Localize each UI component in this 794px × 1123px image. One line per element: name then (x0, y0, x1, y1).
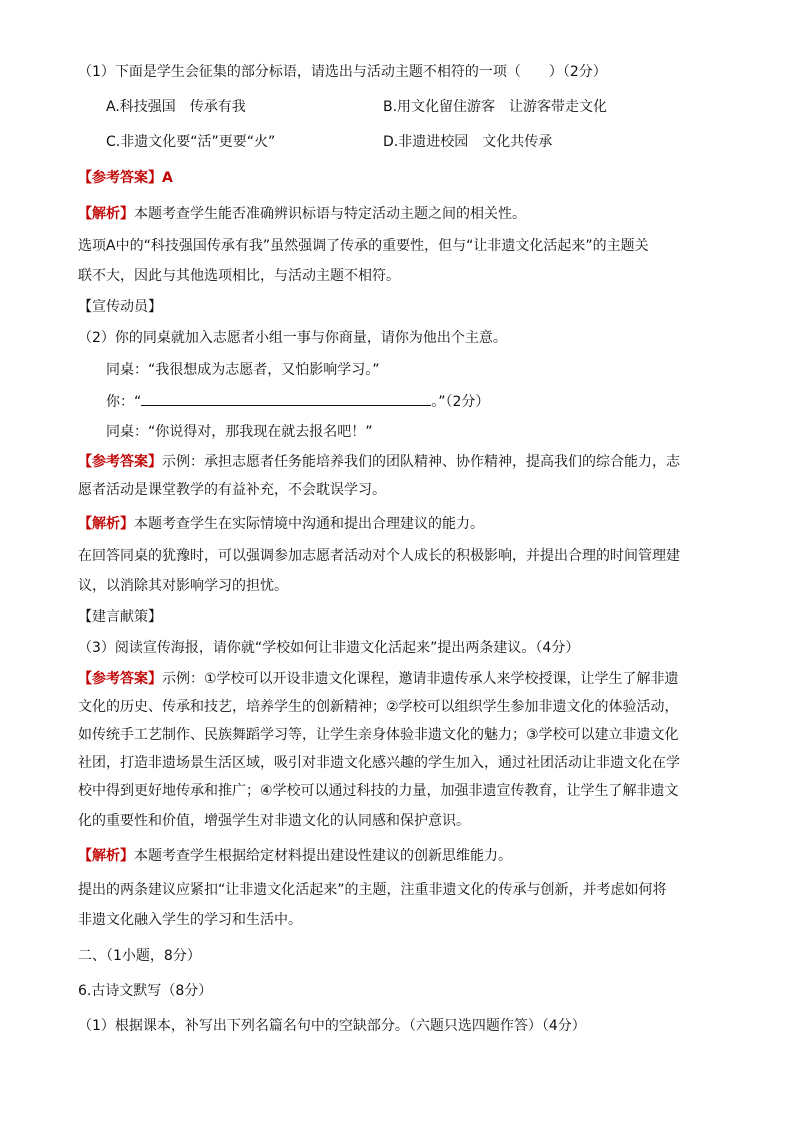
q2-answer-l2: 愿者活动是课堂教学的有益补充，不会耽误学习。 (78, 482, 386, 498)
q2-dialog-you (106, 391, 489, 412)
q3-analysis-p2: 非遗文化融入学生的学习和生活中。 (78, 912, 302, 928)
q3-answer-l4: 社团，打造非遗场景生活区域，吸引对非遗文化感兴趣的学生加入，通过社团活动让非遗文化在学 (78, 755, 680, 771)
q3-answer-l2: 文化的历史、传承和技艺，培养学生的创新精神；②学校可以组织学生参加非遗文化的体验活动， (78, 699, 679, 715)
section-heading-2: 二、（1小题，8分） (78, 948, 201, 964)
q1-stem: （1）下面是学生会征集的部分标语，请选出与活动主题不相符的一项（ ）（2分） (78, 64, 607, 80)
q3-analysis-p1: 提出的两条建议应紧扣“让非遗文化活起来”的主题，注重非遗文化的传承与创新，并考虑如何将 (78, 882, 667, 898)
analysis-text: 本题考查学生在实际情境中沟通和提出合理建议的能力。 (134, 516, 484, 532)
answer-blank[interactable] (141, 391, 431, 406)
q2-stem: （2）你的同桌就加入志愿者小组一事与你商量，请你为他出个主意。 (78, 330, 507, 346)
q2-analysis (78, 514, 484, 534)
dialog-prefix: 你：“ (106, 394, 142, 410)
section-heading-advice: 【建言献策】 (78, 609, 162, 625)
q1-option-c: C.非遗文化要“活”更要“火” (106, 134, 276, 150)
q2-dialog-classmate-1: 同桌：“我很想成为志愿者，又怕影响学习。” (106, 362, 380, 378)
q2-answer (78, 452, 680, 472)
q1-option-d: D.非遗进校园 文化共传承 (383, 134, 553, 150)
q3-stem: （3）阅读宣传海报，请你就“学校如何让非遗文化活起来”提出两条建议。（4分） (78, 640, 580, 656)
q3-answer (78, 669, 679, 689)
q3-analysis (78, 846, 512, 866)
q1-analysis (78, 204, 526, 224)
q2-analysis-p1: 在回答同桌的犹豫时，可以强调参加志愿者活动对个人成长的积极影响，并提出合理的时间管理建 (78, 548, 680, 564)
analysis-tag: 【解析】 (78, 848, 134, 864)
q3-answer-l6: 化的重要性和价值，增强学生对非遗文化的认同感和保护意识。 (78, 813, 470, 829)
section-heading-propaganda: 【宣传动员】 (78, 299, 162, 315)
dialog-suffix: 。”（2分） (431, 394, 490, 410)
answer-line: 示例：①学校可以开设非遗文化课程，邀请非遗传承人来学校授课，让学生了解非遗 (162, 671, 679, 687)
q1-analysis-p1: 选项A中的“科技强国传承有我”虽然强调了传承的重要性，但与“让非遗文化活起来”的主题关 (78, 238, 649, 254)
analysis-tag: 【解析】 (78, 206, 134, 222)
answer-tag: 【参考答案】 (78, 170, 162, 186)
q1-answer (78, 168, 173, 188)
q1-analysis-p2: 联不大，因此与其他选项相比，与活动主题不相符。 (78, 268, 400, 284)
answer-tag: 【参考答案】 (78, 671, 162, 687)
q1-option-a: A.科技强国 传承有我 (106, 99, 246, 115)
analysis-text: 本题考查学生根据给定材料提出建设性建议的创新思维能力。 (134, 848, 512, 864)
q3-answer-l3: 如传统手工艺制作、民族舞蹈学习等，让学生亲身体验非遗文化的魅力；③学校可以建立非遗文化 (78, 727, 679, 743)
q6-sub1: （1）根据课本，补写出下列名篇名句中的空缺部分。（六题只选四题作答）（4分） (78, 1018, 586, 1034)
q2-dialog-classmate-2: 同桌：“你说得对，那我现在就去报名吧！” (106, 424, 373, 440)
q3-answer-l5: 校中得到更好地传承和推广；④学校可以通过科技的力量，加强非遗宣传教育，让学生了解非遗文 (78, 783, 679, 799)
analysis-tag: 【解析】 (78, 516, 134, 532)
answer-tag: 【参考答案】 (78, 454, 162, 470)
analysis-text: 本题考查学生能否准确辨识标语与特定活动主题之间的相关性。 (134, 206, 526, 222)
answer-line: 示例：承担志愿者任务能培养我们的团队精神、协作精神，提高我们的综合能力，志 (162, 454, 680, 470)
q2-analysis-p2: 议，以消除其对影响学习的担忧。 (78, 578, 288, 594)
q6-title: 6.古诗文默写（8分） (78, 983, 213, 999)
answer-value: A (162, 170, 173, 186)
q1-option-b: B.用文化留住游客 让游客带走文化 (383, 99, 608, 115)
